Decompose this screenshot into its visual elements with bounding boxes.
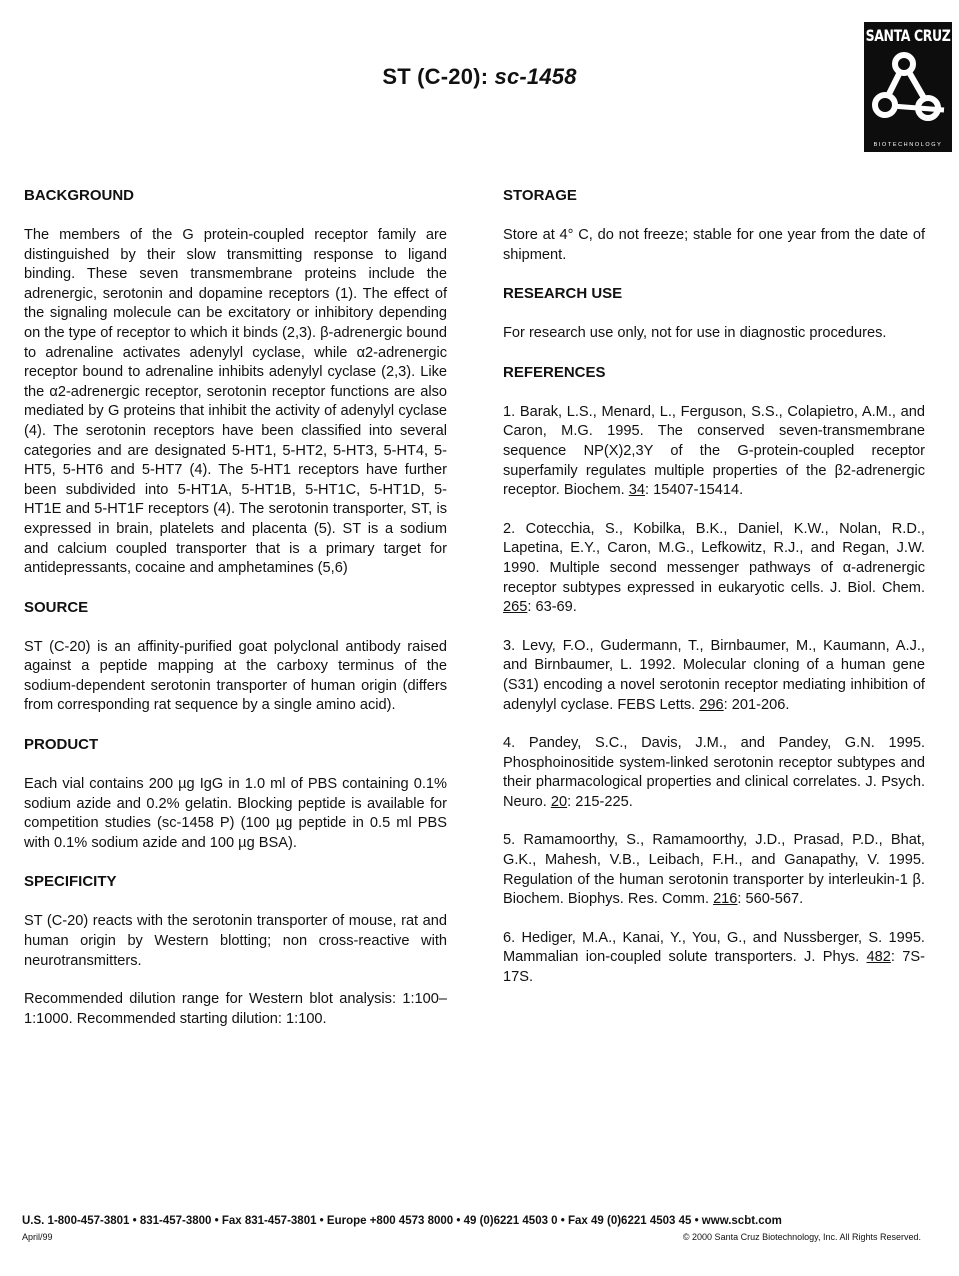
source-section	[24, 598, 447, 716]
reference-pages: : 215-225.	[567, 793, 633, 810]
footer-date: April/99	[22, 1232, 53, 1242]
right-column	[503, 186, 925, 1007]
storage-heading: STORAGE	[503, 187, 577, 204]
footer-copyright: © 2000 Santa Cruz Biotechnology, Inc. All Rights Reserved.	[682, 1232, 921, 1242]
research-use-heading: RESEARCH USE	[503, 285, 623, 303]
reference-volume: 265	[503, 599, 528, 616]
logo-brand-text: SANTA CRUZ	[865, 26, 951, 45]
reference-volume: 216	[713, 891, 738, 908]
dilution-text: Recommended dilution range for Western blot analysis: 1:100–1:1000. Recommended starting dilution: 1:100.	[24, 991, 447, 1027]
reference-text: 6. Hediger, M.A., Kanai, Y., You, G., and Nussberger, S. 1995. Mammalian ion-coupled solute transporters. J. Phys.	[503, 929, 925, 966]
reference-item	[503, 929, 925, 988]
specificity-text: ST (C-20) reacts with the serotonin transporter of mouse, rat and human origin by Western blotting; non cross-reactive with neurotransmitters.	[24, 913, 447, 969]
reference-pages: : 201-206.	[723, 696, 790, 713]
reference-volume: 20	[550, 793, 568, 810]
reference-item	[503, 637, 925, 715]
reference-item	[503, 403, 925, 501]
research-use-text: For research use only, not for use in diagnostic procedures.	[503, 325, 887, 342]
research-use-section	[503, 284, 925, 344]
background-heading: BACKGROUND	[24, 187, 134, 204]
left-column	[24, 186, 447, 1048]
storage-text: Store at 4° C, do not freeze; stable for one year from the date of shipment.	[503, 227, 925, 263]
source-heading: SOURCE	[24, 598, 89, 616]
reference-item	[503, 734, 925, 812]
product-section	[24, 735, 447, 853]
reference-text: 3. Levy, F.O., Gudermann, T., Birnbaumer, M., Kaumann, A.J., and Birnbaumer, L. 1992. Molecular cloning of a human gene (S31) encoding a novel serotonin receptor mediating inhibition of adenylyl cyclase. FEBS Letts.	[503, 637, 925, 713]
reference-volume: 34	[628, 482, 645, 499]
reference-item	[503, 831, 925, 909]
product-heading: PRODUCT	[24, 736, 99, 754]
reference-pages: : 15407-15414.	[644, 482, 744, 499]
reference-pages: : 63-69.	[527, 599, 577, 616]
product-name: ST (C-20):	[382, 64, 489, 89]
footer-contact: U.S. 1-800-457-3801 • 831-457-3800 • Fax 831-457-3801 • Europe +800 4573 8000 • 49 (0)6221 4503 0 • Fax 49 (0)6221 4503 45 • www.scbt.com	[22, 1215, 782, 1227]
product-text: Each vial contains 200 µg IgG in 1.0 ml of PBS containing 0.1% sodium azide and 0.2% gelatin. Blocking peptide is available for competition studies (sc-1458 P) (100 µg peptide in 0.5 ml PBS with 0.1% sodium azide and 100 µg BSA).	[24, 776, 447, 851]
reference-text: 5. Ramamoorthy, S., Ramamoorthy, J.D., Prasad, P.D., Bhat, G.K., Mahesh, V.B., Leibach, F.H., and Ganapathy, V. 1995. Regulation of the human serotonin transporter by interleukin-1 β. Biochem. Biophys. Res. Comm.	[503, 832, 925, 908]
specificity-heading: SPECIFICITY	[24, 873, 117, 891]
reference-text: 2. Cotecchia, S., Kobilka, B.K., Daniel, K.W., Nolan, R.D., Lapetina, E.Y., Caron, M.G., Lefkowitz, R.J., and Regan, J.W. 1990. Multiple second messenger pathways of α-adrenergic receptor subtypes expressed in eukaryotic cells. J. Biol. Chem.	[503, 520, 925, 596]
source-text: ST (C-20) is an affinity-purified goat polyclonal antibody raised against a peptide mapping at the carboxy terminus of the sodium-dependent serotonin transporter of human origin (differs from corresponding rat sequence by a single amino acid).	[24, 638, 447, 714]
page-title	[0, 64, 959, 90]
reference-pages: : 7S-17S.	[503, 949, 925, 986]
reference-item	[503, 520, 925, 618]
reference-volume: 482	[866, 949, 891, 966]
reference-volume: 296	[699, 696, 724, 713]
references-heading: REFERENCES	[503, 363, 606, 381]
company-logo	[864, 22, 952, 152]
molecule-logo-icon	[868, 50, 948, 128]
reference-text: 1. Barak, L.S., Menard, L., Ferguson, S.S., Colapietro, A.M., and Caron, M.G. 1995. The conserved seven-transmembrane sequence NP(X)2,3Y of the G-protein-coupled receptor superfamily regulates multiple properties of the β2-adrenergic receptor. Biochem.	[503, 403, 925, 499]
specificity-section	[24, 872, 447, 1029]
storage-section	[503, 186, 925, 265]
logo-subtitle: BIOTECHNOLOGY	[873, 142, 943, 148]
reference-text: 4. Pandey, S.C., Davis, J.M., and Pandey, G.N. 1995. Phosphoinositide system-linked serotonin receptor subtypes and their pharmacological properties and clinical correlates. J. Psych. Neuro.	[503, 735, 925, 810]
references-section	[503, 363, 925, 988]
background-text: The members of the G protein-coupled receptor family are distinguished by their slow transmitting response to ligand binding. These seven transmembrane proteins include the adrenergic, serotonin and dopamine receptors (1). The effect of the signaling molecule can be excitatory or inhibitory depending on the type of receptor to which it binds (2,3). β-adrenergic bound to adrenaline activates adenylyl cyclase, while α2-adrenergic receptor bound to adrenaline inhibits adenylyl cyclase (2,3). Like the α2-adrenergic receptor, serotonin receptor functions are also mediated by G proteins that inhibit the activity of adenylyl cyclase (4). The serotonin receptors have been classified into several categories and are designated 5-HT1, 5-HT2, 5-HT3, 5-HT4, 5-HT5, 5-HT6 and 5-HT7 (4). The 5-HT1 receptors have further been subdivided into 5-HT1A, 5-HT1B, 5-HT1C, 5-HT1D, 5-HT1E and 5-HT1F receptors (4). The serotonin transporter, ST, is expressed in brain, platelets and placenta (5). ST is a sodium and calcium coupled transporter that is a primary target for antidepressants, cocaine and amphetamines (5,6)	[24, 227, 447, 577]
background-section	[24, 186, 447, 579]
reference-pages: : 560-567.	[737, 891, 804, 908]
catalog-number: sc-1458	[494, 64, 577, 89]
